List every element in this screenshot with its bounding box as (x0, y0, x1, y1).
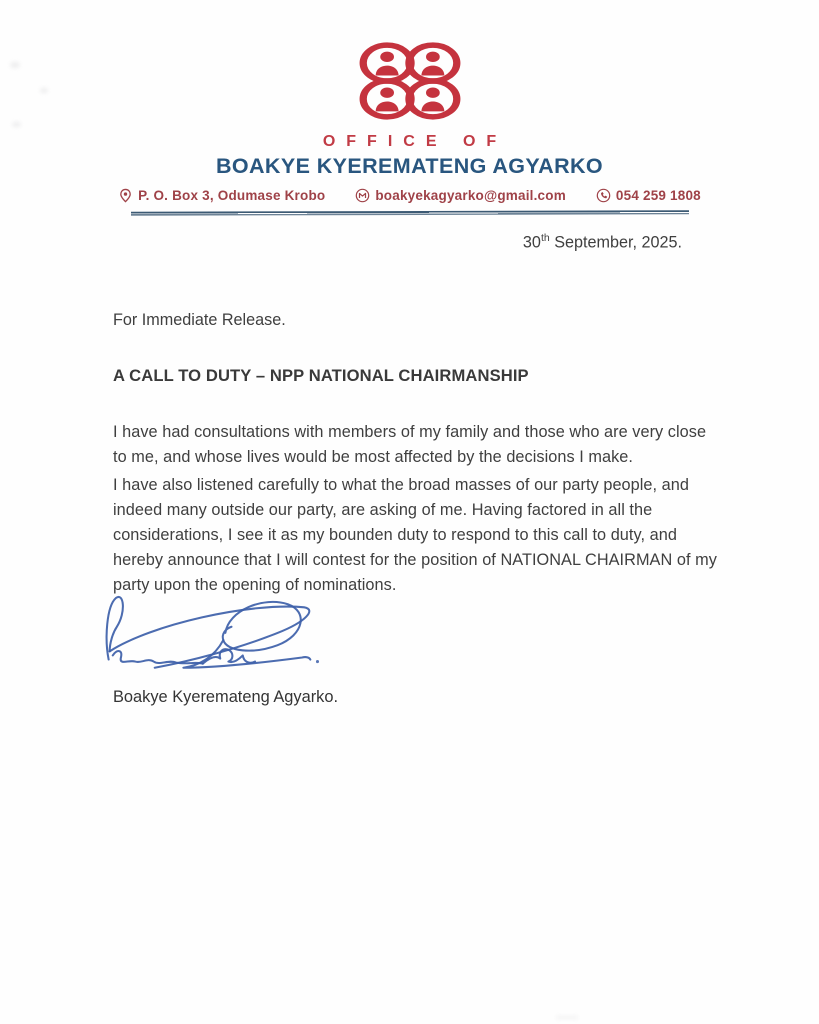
letterhead (0, 0, 819, 215)
address-text: P. O. Box 3, Odumase Krobo (138, 188, 326, 203)
contact-email (355, 188, 566, 203)
location-pin-icon (118, 188, 133, 203)
letterhead-name: BOAKYE KYEREMATENG AGYARKO (215, 154, 604, 178)
paragraph-1: I have had consultations with members of my family and those who are very close to me, and whose lives would be most affected by the decisions I make. (113, 423, 707, 467)
mail-icon (355, 188, 370, 203)
contact-row (0, 188, 819, 203)
phone-text: 054 259 1808 (615, 188, 701, 203)
scan-artifact (556, 1016, 578, 1019)
subject-heading: A CALL TO DUTY – NPP NATIONAL CHAIRMANSHIP (113, 366, 529, 385)
letterhead-divider (130, 210, 688, 215)
phone-icon (596, 188, 611, 203)
contact-phone (596, 188, 701, 203)
signature-ink (101, 594, 319, 680)
release-line: For Immediate Release. (113, 311, 286, 329)
four-people-in-circles-logo (358, 42, 462, 120)
paragraph-2: I have also listened carefully to what the broad masses of our party people, and indeed many outside our party, are asking of me. Having factored in all the considerations, I see it as my bounden duty to respond to this call to duty, and hereby announce that I will contest for the position of NATIONAL CHAIRMAN of my party upon the opening of nominations. (113, 476, 717, 595)
contact-address (118, 188, 325, 203)
email-text: boakyekagyarko@gmail.com (375, 188, 566, 203)
office-of-label: OFFICE OF (322, 133, 508, 150)
date-line: 30th September, 2025. (522, 232, 682, 252)
signatory-name: Boakye Kyeremateng Agyarko. (113, 688, 339, 706)
